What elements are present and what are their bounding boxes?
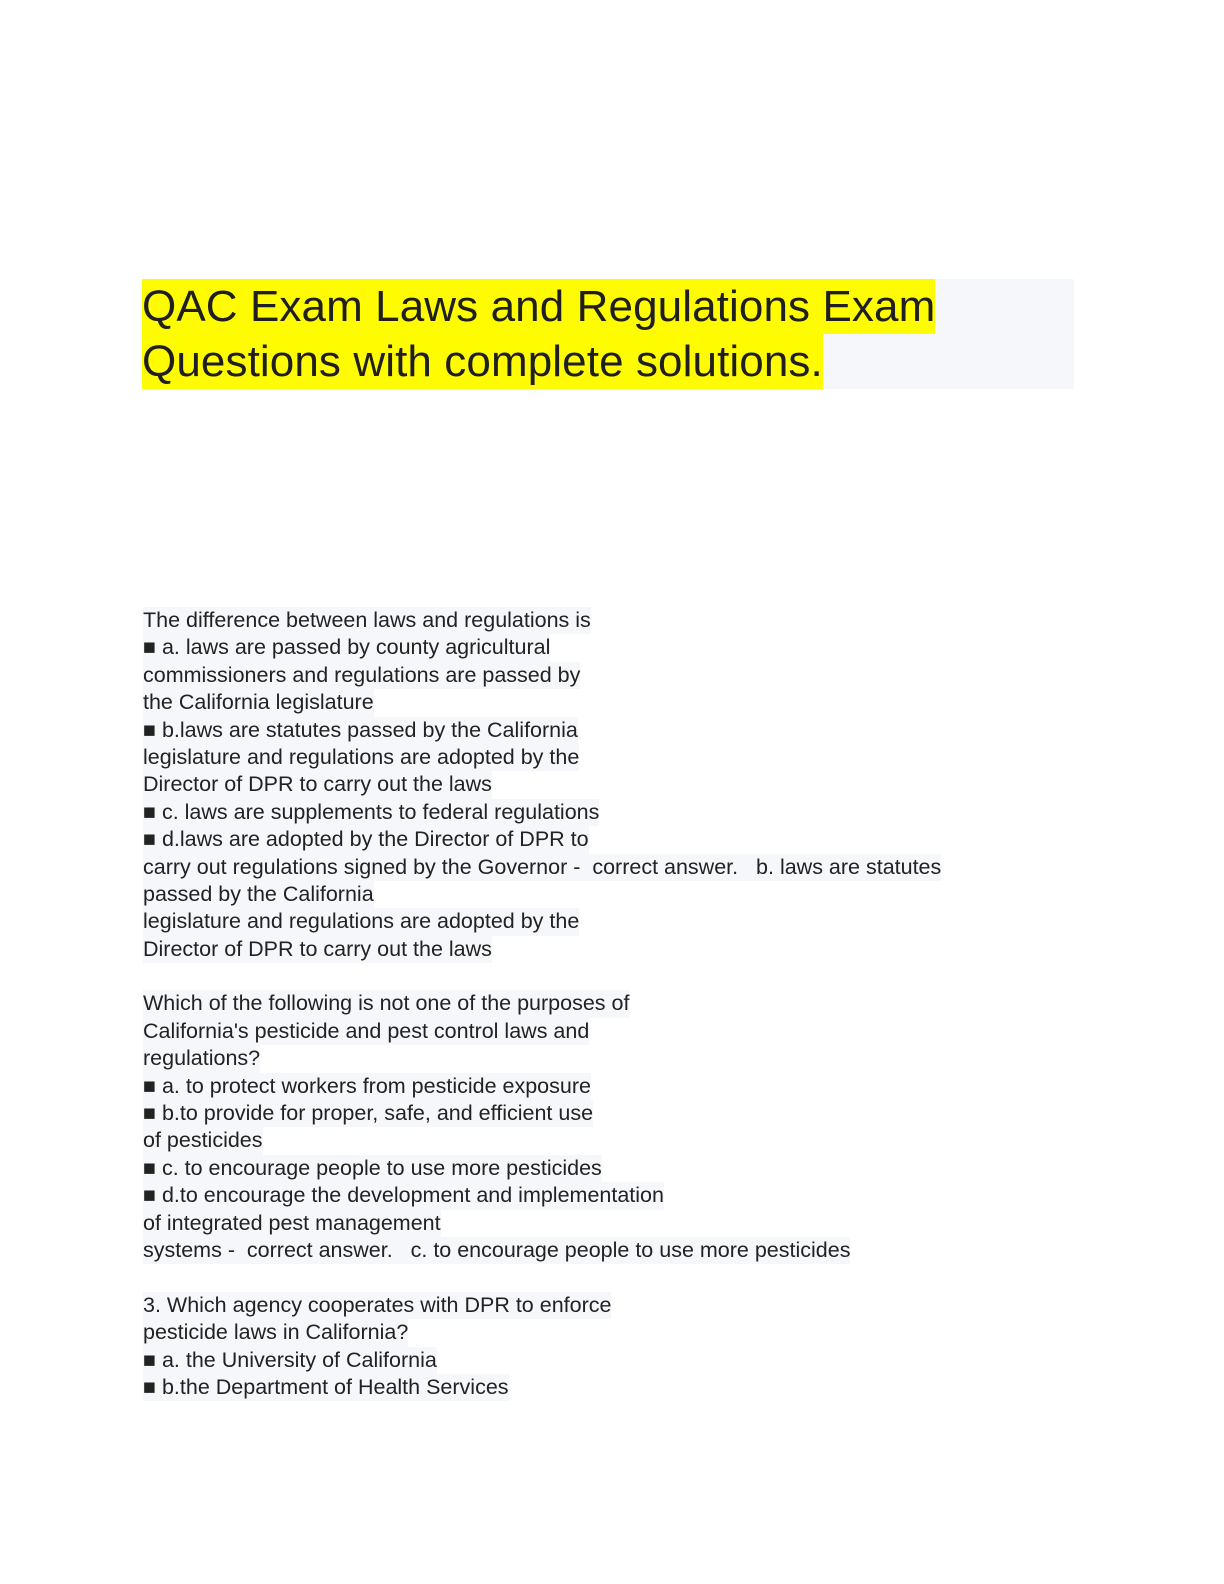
paragraph-gap — [143, 963, 1043, 990]
text-line: Director of DPR to carry out the laws — [143, 936, 492, 963]
title-line-2: Questions with complete solutions. — [142, 334, 823, 389]
text-line: Which of the following is not one of the purposes of — [143, 990, 629, 1017]
text-line: ■ d.laws are adopted by the Director of DPR to — [143, 826, 589, 853]
document-title — [142, 279, 1074, 389]
text-line: ■ b.the Department of Health Services — [143, 1374, 509, 1401]
title-line-1: QAC Exam Laws and Regulations Exam — [142, 279, 935, 334]
text-line: ■ c. laws are supplements to federal regulations — [143, 799, 599, 826]
text-line: legislature and regulations are adopted by the — [143, 744, 579, 771]
text-line: ■ c. to encourage people to use more pesticides — [143, 1155, 602, 1182]
text-line: of pesticides — [143, 1127, 263, 1154]
text-line: California's pesticide and pest control laws and — [143, 1018, 589, 1045]
question-2 — [143, 990, 1043, 1264]
text-line: ■ b.to provide for proper, safe, and efficient use — [143, 1100, 593, 1127]
text-line: The difference between laws and regulations is — [143, 607, 591, 634]
text-line: ■ a. the University of California — [143, 1347, 437, 1374]
text-line: 3. Which agency cooperates with DPR to enforce — [143, 1292, 611, 1319]
text-line: regulations? — [143, 1045, 260, 1072]
text-line: ■ a. laws are passed by county agricultural — [143, 634, 550, 661]
text-line: pesticide laws in California? — [143, 1319, 408, 1346]
text-line: the California legislature — [143, 689, 374, 716]
text-line: ■ b.laws are statutes passed by the California — [143, 717, 578, 744]
text-line: legislature and regulations are adopted by the — [143, 908, 579, 935]
question-3 — [143, 1292, 1043, 1402]
paragraph-gap — [143, 1264, 1043, 1291]
text-line: commissioners and regulations are passed by — [143, 662, 580, 689]
document-body — [143, 607, 1043, 1401]
question-1 — [143, 607, 1043, 963]
text-line: Director of DPR to carry out the laws — [143, 771, 492, 798]
text-line: systems - correct answer. c. to encourage people to use more pesticides — [143, 1237, 850, 1264]
text-line: ■ a. to protect workers from pesticide exposure — [143, 1073, 591, 1100]
text-line: carry out regulations signed by the Governor - correct answer. b. laws are statutes — [143, 854, 941, 881]
text-line: passed by the California — [143, 881, 374, 908]
text-line: of integrated pest management — [143, 1210, 441, 1237]
text-line: ■ d.to encourage the development and implementation — [143, 1182, 664, 1209]
